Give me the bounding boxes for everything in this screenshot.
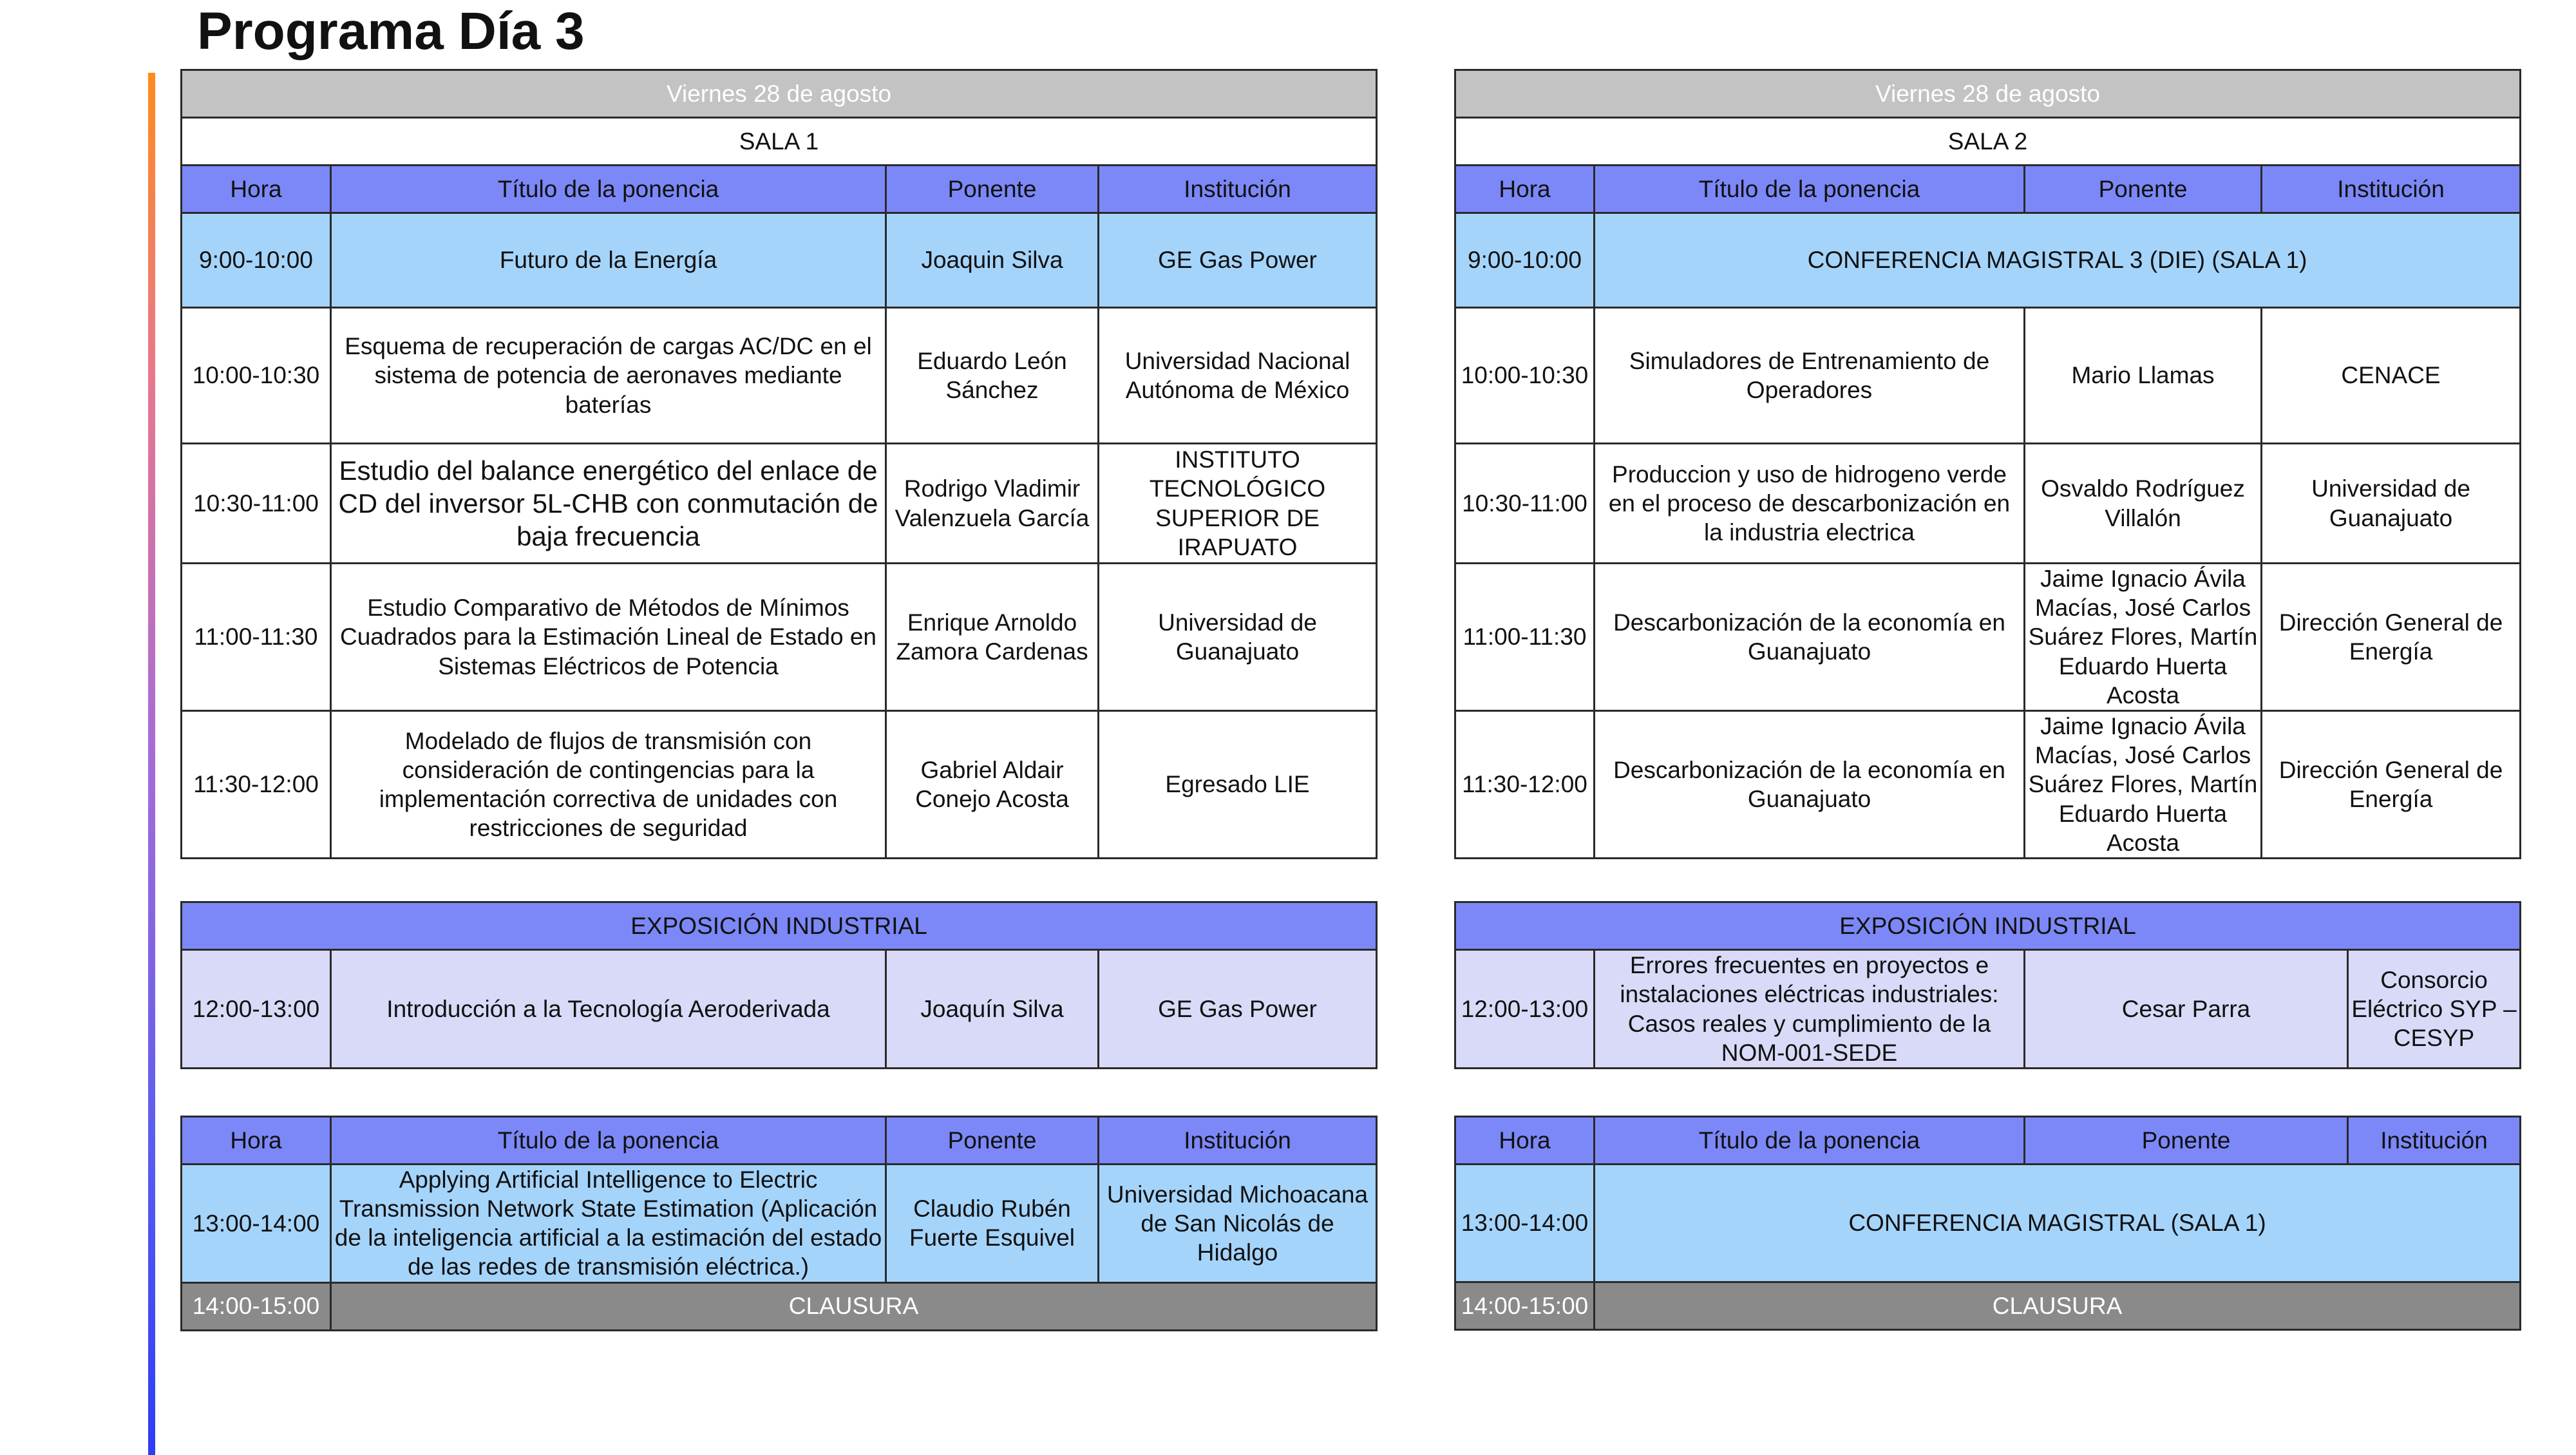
cell-hora: 9:00-10:00 bbox=[1455, 213, 1595, 308]
closing-row bbox=[1455, 1282, 2521, 1330]
table-row bbox=[1455, 564, 2521, 711]
cell-titulo: Produccion y uso de hidrogeno verde en el proceso de descarbonización en la industria electrica bbox=[1595, 444, 2025, 564]
column-header-titulo: Título de la ponencia bbox=[331, 166, 886, 213]
cell-institucion: GE Gas Power bbox=[1099, 213, 1377, 308]
cell-titulo: Estudio del balance energético del enlace de CD del inversor 5L-CHB con conmutación de baja frecuencia bbox=[331, 444, 886, 564]
cell-titulo: Applying Artificial Intelligence to Electric Transmission Network State Estimation (Aplicación de la inteligencia artificial a la estimación del estado de las redes de transmisión eléctrica.) bbox=[331, 1165, 886, 1283]
cell-institucion: Universidad Nacional Autónoma de México bbox=[1099, 308, 1377, 444]
table-row bbox=[1455, 444, 2521, 564]
cell-institucion: CENACE bbox=[2262, 308, 2521, 444]
cell-ponente: Joaquín Silva bbox=[886, 950, 1099, 1069]
column-header-titulo: Título de la ponencia bbox=[1595, 1117, 2025, 1165]
column-header-ponente: Ponente bbox=[886, 166, 1099, 213]
table-row bbox=[182, 564, 1377, 711]
column-header-hora: Hora bbox=[182, 1117, 331, 1165]
cell-hora: 13:00-14:00 bbox=[1455, 1165, 1595, 1282]
cell-institucion: Egresado LIE bbox=[1099, 711, 1377, 859]
sala2-schedule-table bbox=[1454, 69, 2521, 859]
cell-titulo: CONFERENCIA MAGISTRAL 3 (DIE) (SALA 1) bbox=[1595, 213, 2521, 308]
cell-ponente: Gabriel Aldair Conejo Acosta bbox=[886, 711, 1099, 859]
cell-titulo: CONFERENCIA MAGISTRAL (SALA 1) bbox=[1595, 1165, 2521, 1282]
sala1-expo-table bbox=[180, 901, 1378, 1069]
cell-titulo: Descarbonización de la economía en Guanajuato bbox=[1595, 711, 2025, 859]
table-row bbox=[1455, 711, 2521, 859]
cell-institucion: Dirección General de Energía bbox=[2262, 564, 2521, 711]
table-row bbox=[1455, 950, 2521, 1069]
column-header-ponente: Ponente bbox=[886, 1117, 1099, 1165]
cell-hora: 12:00-13:00 bbox=[182, 950, 331, 1069]
cell-titulo: Futuro de la Energía bbox=[331, 213, 886, 308]
cell-ponente: Mario Llamas bbox=[2025, 308, 2262, 444]
sala2-afternoon-table bbox=[1454, 1116, 2521, 1331]
cell-ponente: Eduardo León Sánchez bbox=[886, 308, 1099, 444]
date-header: Viernes 28 de agosto bbox=[1455, 70, 2521, 118]
column-header-titulo: Título de la ponencia bbox=[1595, 166, 2025, 213]
table-row bbox=[182, 1165, 1377, 1283]
cell-titulo: Simuladores de Entrenamiento de Operadores bbox=[1595, 308, 2025, 444]
column-header-hora: Hora bbox=[1455, 166, 1595, 213]
cell-institucion: Dirección General de Energía bbox=[2262, 711, 2521, 859]
column-header-ponente: Ponente bbox=[2025, 1117, 2348, 1165]
table-row bbox=[1455, 213, 2521, 308]
cell-institucion: Consorcio Eléctrico SYP – CESYP bbox=[2348, 950, 2521, 1069]
sala2-expo-table bbox=[1454, 901, 2521, 1069]
expo-header: EXPOSICIÓN INDUSTRIAL bbox=[1455, 902, 2521, 950]
cell-hora: 10:00-10:30 bbox=[1455, 308, 1595, 444]
cell-hora: 11:30-12:00 bbox=[1455, 711, 1595, 859]
column-header-hora: Hora bbox=[182, 166, 331, 213]
table-row bbox=[182, 950, 1377, 1069]
column-header-hora: Hora bbox=[1455, 1117, 1595, 1165]
cell-institucion: Universidad de Guanajuato bbox=[1099, 564, 1377, 711]
cell-ponente: Enrique Arnoldo Zamora Cardenas bbox=[886, 564, 1099, 711]
column-header-ponente: Ponente bbox=[2025, 166, 2262, 213]
sala1-afternoon-table bbox=[180, 1116, 1378, 1331]
cell-titulo: Modelado de flujos de transmisión con consideración de contingencias para la implementación correctiva de unidades con restricciones de seguridad bbox=[331, 711, 886, 859]
table-row bbox=[1455, 1165, 2521, 1282]
table-row bbox=[182, 308, 1377, 444]
sala1-schedule-table bbox=[180, 69, 1378, 859]
cell-institucion: GE Gas Power bbox=[1099, 950, 1377, 1069]
closing-label: CLAUSURA bbox=[1595, 1282, 2521, 1330]
cell-hora: 14:00-15:00 bbox=[1455, 1282, 1595, 1330]
room-header: SALA 1 bbox=[182, 118, 1377, 166]
cell-hora: 11:30-12:00 bbox=[182, 711, 331, 859]
cell-ponente: Rodrigo Vladimir Valenzuela García bbox=[886, 444, 1099, 564]
table-row bbox=[182, 444, 1377, 564]
cell-ponente: Jaime Ignacio Ávila Macías, José Carlos Suárez Flores, Martín Eduardo Huerta Acosta bbox=[2025, 564, 2262, 711]
cell-titulo: Errores frecuentes en proyectos e instalaciones eléctricas industriales: Casos reales y cumplimiento de la NOM-001-SEDE bbox=[1595, 950, 2025, 1069]
cell-hora: 11:00-11:30 bbox=[1455, 564, 1595, 711]
accent-bar bbox=[148, 73, 155, 1455]
page-title: Programa Día 3 bbox=[197, 2, 585, 61]
closing-row bbox=[182, 1282, 1377, 1330]
expo-header: EXPOSICIÓN INDUSTRIAL bbox=[182, 902, 1377, 950]
cell-titulo: Descarbonización de la economía en Guanajuato bbox=[1595, 564, 2025, 711]
cell-hora: 9:00-10:00 bbox=[182, 213, 331, 308]
cell-hora: 12:00-13:00 bbox=[1455, 950, 1595, 1069]
cell-ponente: Osvaldo Rodríguez Villalón bbox=[2025, 444, 2262, 564]
table-row bbox=[182, 213, 1377, 308]
column-header-institucion: Institución bbox=[2262, 166, 2521, 213]
cell-titulo: Esquema de recuperación de cargas AC/DC en el sistema de potencia de aeronaves mediante baterías bbox=[331, 308, 886, 444]
closing-label: CLAUSURA bbox=[331, 1282, 1377, 1330]
room-header: SALA 2 bbox=[1455, 118, 2521, 166]
cell-hora: 14:00-15:00 bbox=[182, 1282, 331, 1330]
cell-institucion: Universidad de Guanajuato bbox=[2262, 444, 2521, 564]
cell-ponente: Joaquin Silva bbox=[886, 213, 1099, 308]
cell-hora: 11:00-11:30 bbox=[182, 564, 331, 711]
column-header-titulo: Título de la ponencia bbox=[331, 1117, 886, 1165]
cell-hora: 10:30-11:00 bbox=[1455, 444, 1595, 564]
table-row bbox=[1455, 308, 2521, 444]
cell-titulo: Estudio Comparativo de Métodos de Mínimos Cuadrados para la Estimación Lineal de Estado en Sistemas Eléctricos de Potencia bbox=[331, 564, 886, 711]
cell-institucion: Universidad Michoacana de San Nicolás de Hidalgo bbox=[1099, 1165, 1377, 1283]
cell-ponente: Claudio Rubén Fuerte Esquivel bbox=[886, 1165, 1099, 1283]
column-header-institucion: Institución bbox=[2348, 1117, 2521, 1165]
cell-ponente: Cesar Parra bbox=[2025, 950, 2348, 1069]
cell-hora: 10:30-11:00 bbox=[182, 444, 331, 564]
cell-titulo: Introducción a la Tecnología Aeroderivada bbox=[331, 950, 886, 1069]
column-header-institucion: Institución bbox=[1099, 1117, 1377, 1165]
cell-ponente: Jaime Ignacio Ávila Macías, José Carlos Suárez Flores, Martín Eduardo Huerta Acosta bbox=[2025, 711, 2262, 859]
table-row bbox=[182, 711, 1377, 859]
cell-hora: 13:00-14:00 bbox=[182, 1165, 331, 1283]
cell-hora: 10:00-10:30 bbox=[182, 308, 331, 444]
column-header-institucion: Institución bbox=[1099, 166, 1377, 213]
date-header: Viernes 28 de agosto bbox=[182, 70, 1377, 118]
cell-institucion: INSTITUTO TECNOLÓGICO SUPERIOR DE IRAPUATO bbox=[1099, 444, 1377, 564]
